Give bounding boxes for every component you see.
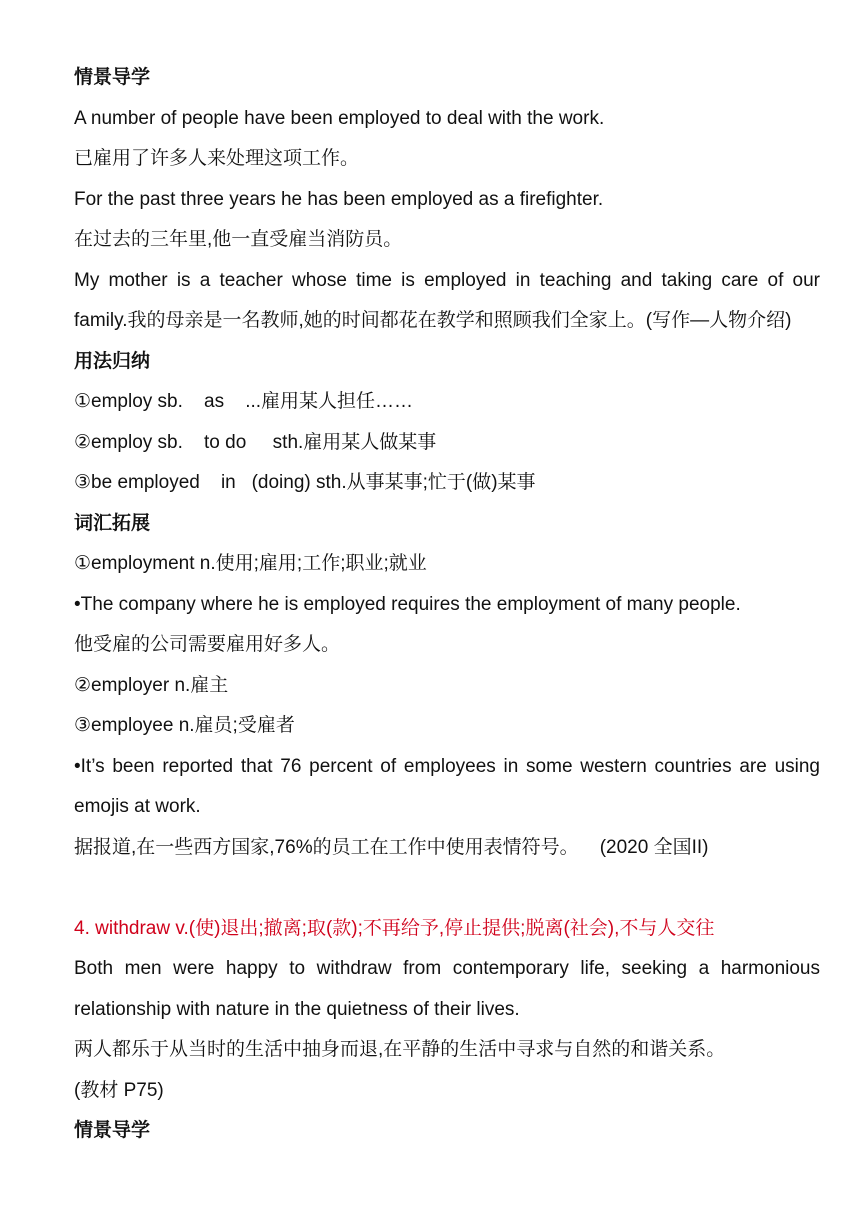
example-sentence-zh: 两人都乐于从当时的生活中抽身而退,在平静的生活中寻求与自然的和谐关系。 — [74, 1039, 726, 1060]
example-paragraph: My mother is a teacher whose time is employed in teaching and taking care of our family.我的母亲是一名教师,她的时间都花在教学和照顾我们全家上。(写作—人物介绍) — [74, 269, 820, 331]
section-heading-vocabulary: 词汇拓展 — [74, 512, 151, 534]
example-sentence-en: A number of people have been employed to deal with the work. — [74, 107, 605, 129]
usage-item: ①employ sb. as ...雇用某人担任…… — [74, 391, 414, 412]
document-page — [74, 58, 820, 1152]
entry-title-withdraw: 4. withdraw v.(使)退出;撤离;取(款);不再给予,停止提供;脱离(社会),不与人交往 — [74, 917, 715, 939]
vocab-item: ②employer n.雇主 — [74, 674, 229, 696]
vocab-item: ③employee n.雇员;受雇者 — [74, 715, 295, 736]
usage-item: ②employ sb. to do sth.雇用某人做某事 — [74, 431, 437, 453]
section-heading-usage: 用法归纳 — [74, 350, 151, 372]
section-heading-scenario: 情景导学 — [74, 67, 151, 88]
vocab-item: ①employment n.使用;雇用;工作;职业;就业 — [74, 553, 427, 574]
example-sentence-en: For the past three years he has been employed as a firefighter. — [74, 188, 604, 210]
usage-item: ③be employed in (doing) sth.从事某事;忙于(做)某事 — [74, 472, 536, 493]
source-note: (教材 P75) — [74, 1079, 164, 1101]
example-sentence-zh: 已雇用了许多人来处理这项工作。 — [74, 148, 360, 169]
example-paragraph: •It’s been reported that 76 percent of employees in some western countries are using emojis at work. — [74, 755, 820, 817]
section-heading-scenario: 情景导学 — [74, 1120, 151, 1141]
example-paragraph: Both men were happy to withdraw from contemporary life, seeking a harmonious relationship with nature in the quietness of their lives. — [74, 958, 820, 1020]
example-sentence-en: •The company where he is employed requires the employment of many people. — [74, 593, 741, 615]
example-sentence-zh: 他受雇的公司需要雇用好多人。 — [74, 634, 341, 655]
example-sentence-zh: 在过去的三年里,他一直受雇当消防员。 — [74, 229, 403, 250]
blank-line — [74, 868, 820, 909]
example-sentence-zh: 据报道,在一些西方国家,76%的员工在工作中使用表情符号。 (2020 全国II) — [74, 836, 709, 858]
